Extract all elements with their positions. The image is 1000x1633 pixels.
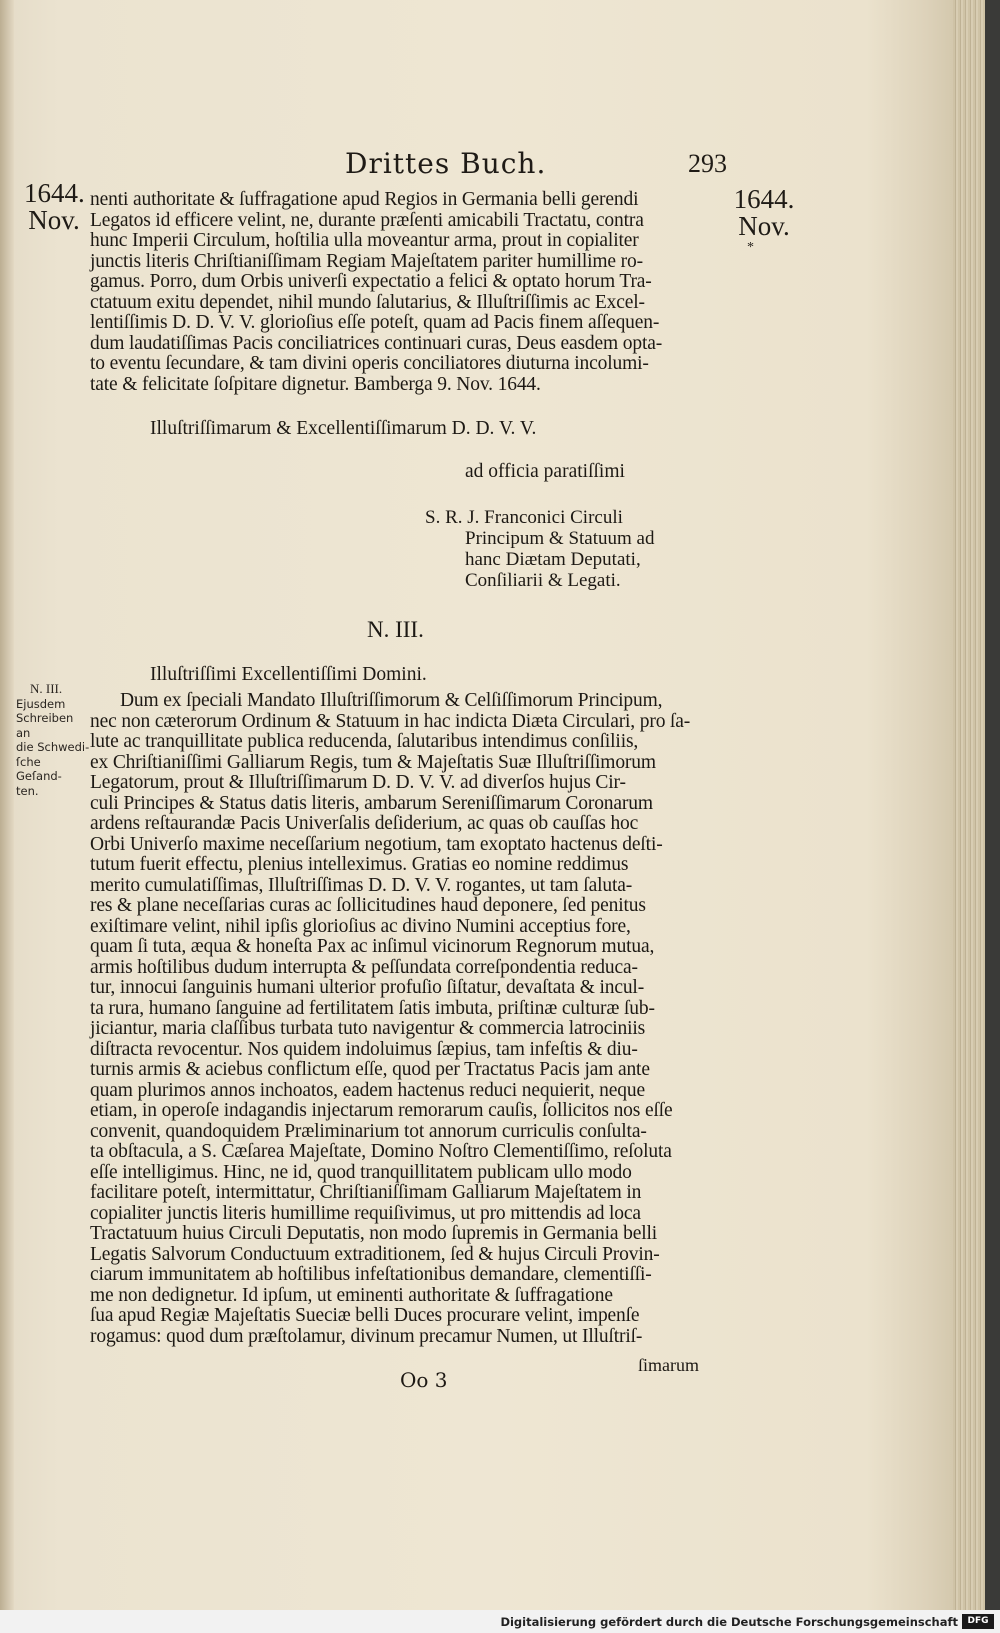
text-line: convenit, quandoquidem Præliminarium tot annorum curriculis conſulta- <box>90 1120 647 1142</box>
side-note-line: ſche Geſand- <box>16 754 62 783</box>
text-line: quam plurimos annos inchoatos, eadem hactenus reduci nequierit, neque <box>90 1079 645 1101</box>
section-title: N. III. <box>367 617 424 642</box>
right-margin-year: 1644. <box>733 184 795 214</box>
text-line: turnis armis & aciebus conflictum eſſe, quod per Tractatus Pacis jam ante <box>90 1059 650 1080</box>
right-margin-date <box>730 186 798 240</box>
text-line: eſſe intelligimus. Hinc, ne id, quod tranquillitatem publicam ullo modo <box>90 1161 632 1183</box>
paragraph-letter-end <box>90 190 723 395</box>
side-note-line: die Schwedi- <box>16 740 90 754</box>
text-line: lute ac tranquillitate publica reducenda, ſalutaribus intendimus conſiliis, <box>90 731 639 752</box>
text-line: rogamus: quod dum præſtolamur, divinum precamur Numen, ut Illuſtriſ- <box>90 1325 643 1347</box>
text-line: dum laudatiſſimas Pacis conciliatrices continuari curas, Deus easdem opta- <box>90 332 663 354</box>
right-margin-mark: * <box>747 240 754 255</box>
text-line: armis hoſtilibus dudum interrupta & peſſundata correſpondentia reduca- <box>90 956 638 978</box>
text-line: gamus. Porro, dum Orbis univerſi expectatio a felici & optato horum Tra- <box>90 271 652 292</box>
text-line: diſtracta revocentur. Nos quidem indoluimus ſæpius, tam infeſtis & diu- <box>90 1038 638 1060</box>
side-note-title: N. III. <box>30 681 63 696</box>
printer-signature-mark: Oo 3 <box>400 1368 448 1392</box>
text-line: ſua apud Regiæ Majeſtatis Sueciæ belli Duces procurare velint, impenſe <box>90 1305 640 1326</box>
left-margin-month: Nov. <box>28 205 80 235</box>
page-fore-edge <box>953 0 985 1610</box>
dfg-logo-icon: DFG <box>962 1614 994 1629</box>
text-line: Legatis Salvorum Conductuum extraditionem, ſed & hujus Circuli Provin- <box>90 1243 660 1265</box>
text-line: etiam, in operoſe indagandis injectarum remorarum cauſis, ſollicitos nos eſſe <box>90 1100 673 1121</box>
signature-line: Conſiliarii & Legati. <box>465 570 621 591</box>
text-line: tur, innocui ſanguinis humani ulterior profuſio ſiſtatur, devaſtata & incul- <box>90 977 645 998</box>
funding-notice: Digitalisierung gefördert durch die Deutsche Forschungsgemeinschaft <box>500 1615 958 1629</box>
page-number: 293 <box>688 149 727 178</box>
text-line: Orbi Univerſo maxime neceſſarium negotium, tam exoptato hactenus deſti- <box>90 833 663 855</box>
side-note-line: Ejusdem <box>16 696 66 711</box>
letter-signature <box>425 507 654 591</box>
side-note-line: ten. <box>16 783 39 798</box>
letter-salutation: Illuſtriſſimi Excellentiſſimi Domini. <box>150 664 427 685</box>
text-line: exiſtimare velint, nihil ipſis glorioſius ac divino Numini acceptius fore, <box>90 915 631 937</box>
signature-line: S. R. J. Franconici Circuli <box>425 507 623 528</box>
text-line: jiciantur, maria claſſibus turbata tuto navigentur & commercia latrociniis <box>90 1018 646 1039</box>
text-line: ta obſtacula, a S. Cæſarea Majeſtate, Domino Noſtro Clementiſſimo, reſoluta <box>90 1141 672 1162</box>
catchword: ſimarum <box>638 1355 699 1375</box>
text-line: merito cumulatiſſimas, Illuſtriſſimas D. D. V. V. rogantes, ut tam ſaluta- <box>90 874 633 896</box>
text-line: Legatorum, prout & Illuſtriſſimarum D. D. V. V. ad diverſos hujus Cir- <box>90 772 626 793</box>
text-line: quam ſi tuta, æqua & honeſta Pax ac inſimul vicinorum Regnorum mutua, <box>90 936 655 957</box>
digitization-footer <box>0 1610 1000 1633</box>
side-note-line: Schreiben an <box>16 711 74 740</box>
side-note <box>16 682 90 798</box>
text-line: Tractatuum huius Circuli Deputatis, non modo ſupremis in Germania belli <box>90 1223 658 1244</box>
right-margin-month: Nov. <box>738 211 790 241</box>
signature-line: Principum & Statuum ad <box>465 528 655 549</box>
letter-officia: ad officia paratiſſimi <box>465 461 625 482</box>
left-margin-year: 1644. <box>24 178 85 208</box>
text-line: tutum fuerit effectu, plenius intelleximus. Gratias eo nomine reddimus <box>90 854 629 875</box>
text-line: ciarum immunitatem ab hoſtilibus infeſtationibus demandare, clementiſſi- <box>90 1264 652 1285</box>
text-line: hunc Imperii Circulum, hoſtilia ulla moveantur arma, prout in copialiter <box>90 230 639 251</box>
text-line: to eventu ſecundare, & tam divini operis conciliatores diuturna incolumi- <box>90 353 649 374</box>
text-line: culi Principes & Status datis literis, ambarum Sereniſſimarum Coronarum <box>90 792 653 814</box>
text-line: Legatos id efficere velint, ne, durante præſenti amicabili Tractatu, contra <box>90 209 644 231</box>
paragraph-letter-body <box>90 691 723 1347</box>
text-line: me non dedignetur. Id ipſum, ut eminenti authoritate & ſuffragatione <box>90 1284 613 1306</box>
text-line: nec non cæterorum Ordinum & Statuum in hac indicta Diæta Circulari, pro ſa- <box>90 710 691 732</box>
page-gutter <box>0 0 14 1610</box>
text-line: facilitare poteſt, intermittatur, Chriſtianiſſimam Galliarum Majeſtatem in <box>90 1182 642 1203</box>
text-line: ardens reſtaurandæ Pacis Univerſalis deſiderium, ac quas ob cauſſas hoc <box>90 813 639 834</box>
text-line: ta rura, humano ſanguine ad fertilitatem ſatis imbuta, priſtinæ culturæ ſub- <box>90 997 655 1019</box>
letter-closing: Illuſtriſſimarum & Excellentiſſimarum D. D. V. V. <box>150 418 537 439</box>
text-line: tate & felicitate ſoſpitare dignetur. Bamberga 9. Nov. 1644. <box>90 373 541 395</box>
page-header <box>0 147 985 187</box>
text-line: copialiter junctis literis humillime requiſivimus, ut pro mittendis ad loca <box>90 1202 641 1224</box>
text-line: res & plane neceſſarias curas ac ſollicitudines haud deponere, ſed penitus <box>90 895 646 916</box>
text-line: Dum ex ſpeciali Mandato Illuſtriſſimorum & Celſiſſimorum Principum, <box>120 690 663 711</box>
text-line: nenti authoritate & ſuffragatione apud Regios in Germania belli gerendi <box>90 189 639 210</box>
left-margin-date <box>24 180 84 234</box>
text-line: ex Chriſtianiſſimi Galliarum Regis, tum & Majeſtatis Suæ Illuſtriſſimorum <box>90 751 656 773</box>
text-line: lentiſſimis D. D. V. V. glorioſius eſſe poteſt, quam ad Pacis finem aſſequen- <box>90 312 660 333</box>
text-line: ctatuum exitu dependet, nihil mundo ſalutarius, & Illuſtriſſimis ac Excel- <box>90 291 645 313</box>
signature-line: hanc Diætam Deputati, <box>465 549 641 570</box>
running-head: Drittes Buch. <box>345 147 547 180</box>
text-line: junctis literis Chriſtianiſſimam Regiam Majeſtatem pariter humillime ro- <box>90 250 643 272</box>
